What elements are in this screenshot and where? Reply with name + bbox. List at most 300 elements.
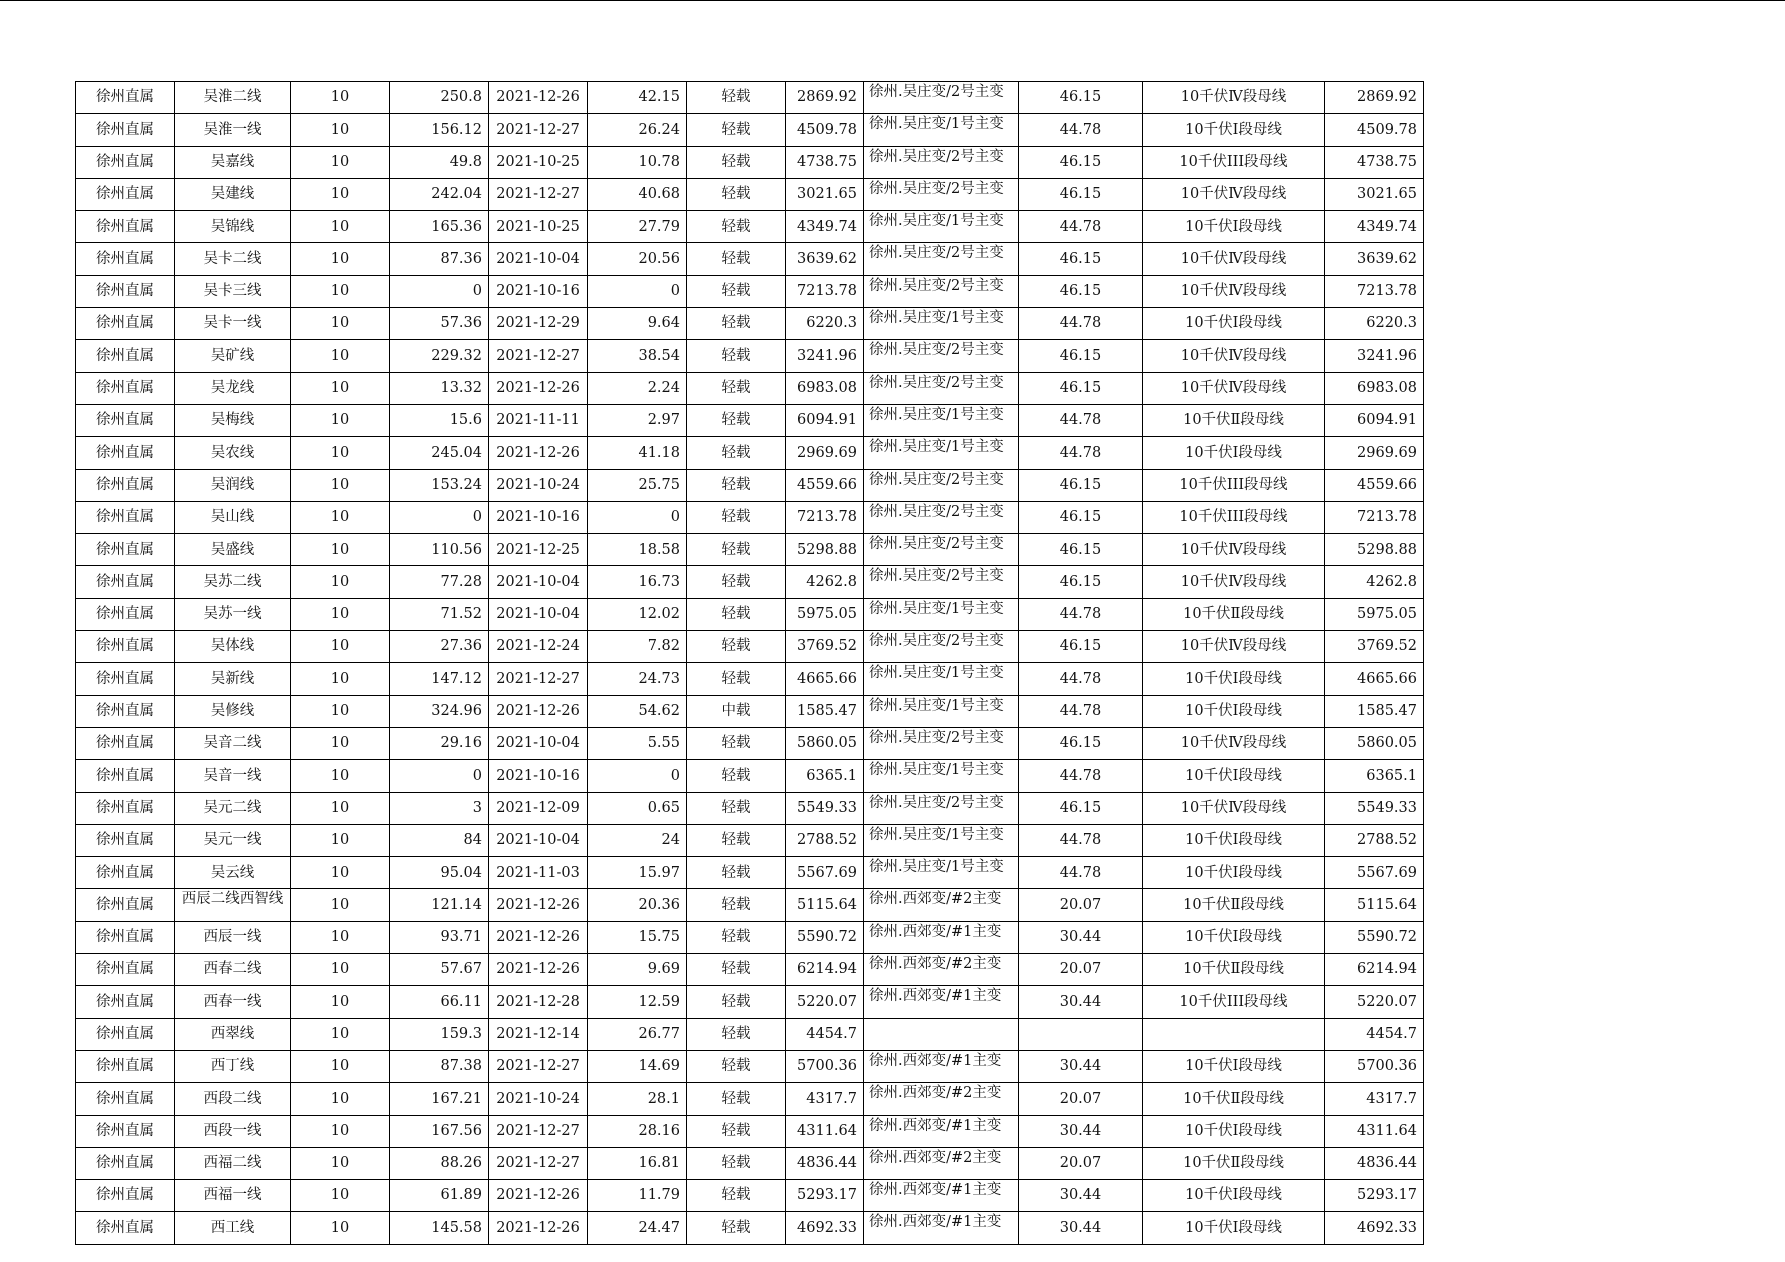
table-row [76, 114, 1424, 146]
org-cell: 徐州直属 [76, 275, 175, 307]
line-name-cell: 吴锦线 [175, 211, 291, 243]
date-cell: 2021-12-27 [489, 1147, 588, 1179]
rate-cell: 0 [588, 760, 687, 792]
margin-cell: 1585.47 [786, 695, 864, 727]
capacity-cell: 4262.8 [1325, 566, 1424, 598]
capacity-cell: 4311.64 [1325, 1115, 1424, 1147]
line-name-cell: 西春二线 [175, 954, 291, 986]
load-cell: 77.28 [390, 566, 489, 598]
org-cell: 徐州直属 [76, 82, 175, 114]
rate-cell: 18.58 [588, 534, 687, 566]
date-cell: 2021-11-11 [489, 404, 588, 436]
date-cell: 2021-10-16 [489, 760, 588, 792]
transformer-cell: 徐州.西郊变/#1主变 [864, 1115, 1019, 1147]
rate-cell: 0 [588, 501, 687, 533]
date-cell: 2021-12-25 [489, 534, 588, 566]
load-cell: 49.8 [390, 146, 489, 178]
busbar-cell: 10千伏Ⅱ段母线 [1143, 404, 1325, 436]
rate-cell: 26.77 [588, 1018, 687, 1050]
transformer-rate-cell: 44.78 [1019, 308, 1143, 340]
transformer-rate-cell: 44.78 [1019, 663, 1143, 695]
status-cell: 轻载 [687, 114, 786, 146]
status-cell: 轻载 [687, 178, 786, 210]
margin-cell: 3639.62 [786, 243, 864, 275]
org-cell: 徐州直属 [76, 824, 175, 856]
page-top-rule [0, 0, 1785, 1]
capacity-cell: 3639.62 [1325, 243, 1424, 275]
voltage-cell: 10 [291, 501, 390, 533]
line-name-cell: 吴云线 [175, 857, 291, 889]
rate-cell: 9.64 [588, 308, 687, 340]
org-cell: 徐州直属 [76, 857, 175, 889]
table-row [76, 1180, 1424, 1212]
table-row [76, 889, 1424, 921]
transformer-cell: 徐州.西郊变/#2主变 [864, 1147, 1019, 1179]
org-cell: 徐州直属 [76, 114, 175, 146]
rate-cell: 20.36 [588, 889, 687, 921]
rate-cell: 16.81 [588, 1147, 687, 1179]
status-cell: 轻载 [687, 760, 786, 792]
load-cell: 3 [390, 792, 489, 824]
transformer-rate-cell: 30.44 [1019, 1050, 1143, 1082]
rate-cell: 26.24 [588, 114, 687, 146]
load-cell: 93.71 [390, 921, 489, 953]
table-row [76, 501, 1424, 533]
org-cell: 徐州直属 [76, 727, 175, 759]
rate-cell: 28.1 [588, 1083, 687, 1115]
transformer-rate-cell: 46.15 [1019, 243, 1143, 275]
capacity-cell: 6094.91 [1325, 404, 1424, 436]
margin-cell: 2869.92 [786, 82, 864, 114]
capacity-cell: 5975.05 [1325, 598, 1424, 630]
load-cell: 57.67 [390, 954, 489, 986]
status-cell: 轻载 [687, 631, 786, 663]
status-cell: 轻载 [687, 308, 786, 340]
rate-cell: 5.55 [588, 727, 687, 759]
capacity-cell: 4836.44 [1325, 1147, 1424, 1179]
date-cell: 2021-10-25 [489, 211, 588, 243]
rate-cell: 2.97 [588, 404, 687, 436]
voltage-cell: 10 [291, 275, 390, 307]
load-cell: 147.12 [390, 663, 489, 695]
busbar-cell: 10千伏Ⅳ段母线 [1143, 631, 1325, 663]
busbar-cell: 10千伏Ⅰ段母线 [1143, 760, 1325, 792]
feeder-load-table [75, 81, 1424, 1245]
rate-cell: 7.82 [588, 631, 687, 663]
line-name-cell: 吴元一线 [175, 824, 291, 856]
org-cell: 徐州直属 [76, 211, 175, 243]
busbar-cell: 10千伏Ⅳ段母线 [1143, 727, 1325, 759]
org-cell: 徐州直属 [76, 178, 175, 210]
voltage-cell: 10 [291, 1050, 390, 1082]
transformer-rate-cell: 46.15 [1019, 501, 1143, 533]
capacity-cell: 3241.96 [1325, 340, 1424, 372]
date-cell: 2021-10-24 [489, 469, 588, 501]
status-cell: 轻载 [687, 501, 786, 533]
table-row [76, 792, 1424, 824]
margin-cell: 7213.78 [786, 501, 864, 533]
transformer-cell [864, 1018, 1019, 1050]
voltage-cell: 10 [291, 146, 390, 178]
date-cell: 2021-12-26 [489, 82, 588, 114]
line-name-cell: 吴嘉线 [175, 146, 291, 178]
status-cell: 轻载 [687, 243, 786, 275]
busbar-cell: 10千伏III段母线 [1143, 986, 1325, 1018]
voltage-cell: 10 [291, 114, 390, 146]
transformer-cell: 徐州.吴庄变/1号主变 [864, 760, 1019, 792]
margin-cell: 3241.96 [786, 340, 864, 372]
status-cell: 轻载 [687, 954, 786, 986]
line-name-cell: 西段二线 [175, 1083, 291, 1115]
rate-cell: 15.97 [588, 857, 687, 889]
date-cell: 2021-12-27 [489, 178, 588, 210]
voltage-cell: 10 [291, 534, 390, 566]
margin-cell: 4509.78 [786, 114, 864, 146]
load-cell: 121.14 [390, 889, 489, 921]
line-name-cell: 西丁线 [175, 1050, 291, 1082]
margin-cell: 6365.1 [786, 760, 864, 792]
line-name-cell: 吴卡三线 [175, 275, 291, 307]
transformer-cell: 徐州.吴庄变/2号主变 [864, 243, 1019, 275]
voltage-cell: 10 [291, 954, 390, 986]
transformer-rate-cell: 30.44 [1019, 986, 1143, 1018]
org-cell: 徐州直属 [76, 1018, 175, 1050]
capacity-cell: 4317.7 [1325, 1083, 1424, 1115]
line-name-cell: 西福一线 [175, 1180, 291, 1212]
voltage-cell: 10 [291, 921, 390, 953]
capacity-cell: 6983.08 [1325, 372, 1424, 404]
status-cell: 轻载 [687, 211, 786, 243]
transformer-cell: 徐州.吴庄变/2号主变 [864, 631, 1019, 663]
busbar-cell: 10千伏Ⅰ段母线 [1143, 824, 1325, 856]
transformer-rate-cell: 44.78 [1019, 824, 1143, 856]
status-cell: 轻载 [687, 727, 786, 759]
capacity-cell: 5549.33 [1325, 792, 1424, 824]
date-cell: 2021-12-27 [489, 114, 588, 146]
date-cell: 2021-10-04 [489, 598, 588, 630]
status-cell: 轻载 [687, 534, 786, 566]
transformer-cell: 徐州.吴庄变/2号主变 [864, 340, 1019, 372]
org-cell: 徐州直属 [76, 954, 175, 986]
status-cell: 轻载 [687, 1212, 786, 1244]
voltage-cell: 10 [291, 243, 390, 275]
line-name-cell: 西工线 [175, 1212, 291, 1244]
rate-cell: 27.79 [588, 211, 687, 243]
margin-cell: 2788.52 [786, 824, 864, 856]
status-cell: 轻载 [687, 469, 786, 501]
transformer-cell: 徐州.吴庄变/1号主变 [864, 598, 1019, 630]
busbar-cell: 10千伏III段母线 [1143, 469, 1325, 501]
status-cell: 轻载 [687, 986, 786, 1018]
line-name-cell: 吴润线 [175, 469, 291, 501]
transformer-cell: 徐州.吴庄变/2号主变 [864, 372, 1019, 404]
date-cell: 2021-12-27 [489, 340, 588, 372]
rate-cell: 12.59 [588, 986, 687, 1018]
capacity-cell: 5115.64 [1325, 889, 1424, 921]
voltage-cell: 10 [291, 824, 390, 856]
transformer-cell: 徐州.吴庄变/2号主变 [864, 82, 1019, 114]
rate-cell: 0.65 [588, 792, 687, 824]
busbar-cell: 10千伏Ⅳ段母线 [1143, 275, 1325, 307]
transformer-cell: 徐州.吴庄变/2号主变 [864, 146, 1019, 178]
org-cell: 徐州直属 [76, 501, 175, 533]
table-row [76, 1147, 1424, 1179]
table-row [76, 1018, 1424, 1050]
date-cell: 2021-12-24 [489, 631, 588, 663]
transformer-cell: 徐州.吴庄变/1号主变 [864, 437, 1019, 469]
table-row [76, 1212, 1424, 1244]
load-cell: 95.04 [390, 857, 489, 889]
transformer-rate-cell: 46.15 [1019, 82, 1143, 114]
rate-cell: 38.54 [588, 340, 687, 372]
line-name-cell: 西辰二线西智线 [175, 889, 291, 921]
org-cell: 徐州直属 [76, 889, 175, 921]
margin-cell: 6094.91 [786, 404, 864, 436]
load-cell: 87.38 [390, 1050, 489, 1082]
table-row [76, 1115, 1424, 1147]
busbar-cell: 10千伏Ⅱ段母线 [1143, 1147, 1325, 1179]
margin-cell: 4559.66 [786, 469, 864, 501]
org-cell: 徐州直属 [76, 308, 175, 340]
voltage-cell: 10 [291, 1180, 390, 1212]
org-cell: 徐州直属 [76, 1180, 175, 1212]
margin-cell: 4311.64 [786, 1115, 864, 1147]
load-cell: 153.24 [390, 469, 489, 501]
date-cell: 2021-11-03 [489, 857, 588, 889]
date-cell: 2021-12-26 [489, 1212, 588, 1244]
transformer-cell: 徐州.吴庄变/2号主变 [864, 792, 1019, 824]
date-cell: 2021-10-16 [489, 275, 588, 307]
date-cell: 2021-12-26 [489, 695, 588, 727]
org-cell: 徐州直属 [76, 921, 175, 953]
line-name-cell: 吴体线 [175, 631, 291, 663]
table-row [76, 598, 1424, 630]
capacity-cell: 6220.3 [1325, 308, 1424, 340]
date-cell: 2021-10-16 [489, 501, 588, 533]
line-name-cell: 吴音一线 [175, 760, 291, 792]
load-cell: 0 [390, 275, 489, 307]
org-cell: 徐州直属 [76, 1212, 175, 1244]
busbar-cell: 10千伏Ⅳ段母线 [1143, 566, 1325, 598]
date-cell: 2021-12-26 [489, 889, 588, 921]
line-name-cell: 吴梅线 [175, 404, 291, 436]
transformer-cell: 徐州.吴庄变/2号主变 [864, 534, 1019, 566]
transformer-rate-cell: 30.44 [1019, 1180, 1143, 1212]
status-cell: 轻载 [687, 889, 786, 921]
busbar-cell: 10千伏Ⅰ段母线 [1143, 437, 1325, 469]
date-cell: 2021-10-24 [489, 1083, 588, 1115]
margin-cell: 5549.33 [786, 792, 864, 824]
line-name-cell: 西春一线 [175, 986, 291, 1018]
org-cell: 徐州直属 [76, 792, 175, 824]
table-row [76, 824, 1424, 856]
voltage-cell: 10 [291, 340, 390, 372]
line-name-cell: 吴农线 [175, 437, 291, 469]
rate-cell: 41.18 [588, 437, 687, 469]
transformer-cell: 徐州.吴庄变/2号主变 [864, 178, 1019, 210]
margin-cell: 4665.66 [786, 663, 864, 695]
rate-cell: 16.73 [588, 566, 687, 598]
voltage-cell: 10 [291, 1212, 390, 1244]
margin-cell: 4738.75 [786, 146, 864, 178]
busbar-cell: 10千伏Ⅳ段母线 [1143, 340, 1325, 372]
transformer-rate-cell: 20.07 [1019, 1083, 1143, 1115]
org-cell: 徐州直属 [76, 243, 175, 275]
table-row [76, 695, 1424, 727]
busbar-cell: 10千伏Ⅰ段母线 [1143, 114, 1325, 146]
date-cell: 2021-10-04 [489, 243, 588, 275]
busbar-cell: 10千伏Ⅳ段母线 [1143, 534, 1325, 566]
status-cell: 轻载 [687, 275, 786, 307]
transformer-cell: 徐州.西郊变/#1主变 [864, 921, 1019, 953]
busbar-cell: 10千伏Ⅰ段母线 [1143, 308, 1325, 340]
busbar-cell: 10千伏Ⅳ段母线 [1143, 178, 1325, 210]
status-cell: 轻载 [687, 1050, 786, 1082]
status-cell: 轻载 [687, 792, 786, 824]
line-name-cell: 西福二线 [175, 1147, 291, 1179]
transformer-rate-cell: 46.15 [1019, 534, 1143, 566]
margin-cell: 7213.78 [786, 275, 864, 307]
busbar-cell: 10千伏Ⅱ段母线 [1143, 1083, 1325, 1115]
busbar-cell: 10千伏Ⅱ段母线 [1143, 889, 1325, 921]
status-cell: 轻载 [687, 566, 786, 598]
transformer-cell: 徐州.吴庄变/1号主变 [864, 695, 1019, 727]
margin-cell: 3769.52 [786, 631, 864, 663]
load-cell: 87.36 [390, 243, 489, 275]
org-cell: 徐州直属 [76, 469, 175, 501]
load-cell: 29.16 [390, 727, 489, 759]
status-cell: 中载 [687, 695, 786, 727]
transformer-cell: 徐州.吴庄变/1号主变 [864, 824, 1019, 856]
load-cell: 13.32 [390, 372, 489, 404]
voltage-cell: 10 [291, 986, 390, 1018]
rate-cell: 54.62 [588, 695, 687, 727]
voltage-cell: 10 [291, 727, 390, 759]
line-name-cell: 吴龙线 [175, 372, 291, 404]
voltage-cell: 10 [291, 437, 390, 469]
voltage-cell: 10 [291, 760, 390, 792]
transformer-rate-cell: 44.78 [1019, 598, 1143, 630]
busbar-cell: 10千伏Ⅰ段母线 [1143, 1180, 1325, 1212]
status-cell: 轻载 [687, 1083, 786, 1115]
margin-cell: 6220.3 [786, 308, 864, 340]
status-cell: 轻载 [687, 404, 786, 436]
margin-cell: 5567.69 [786, 857, 864, 889]
margin-cell: 2969.69 [786, 437, 864, 469]
line-name-cell: 吴淮一线 [175, 114, 291, 146]
transformer-rate-cell: 30.44 [1019, 1115, 1143, 1147]
org-cell: 徐州直属 [76, 404, 175, 436]
org-cell: 徐州直属 [76, 146, 175, 178]
capacity-cell: 7213.78 [1325, 501, 1424, 533]
rate-cell: 10.78 [588, 146, 687, 178]
status-cell: 轻载 [687, 1018, 786, 1050]
voltage-cell: 10 [291, 598, 390, 630]
line-name-cell: 吴矿线 [175, 340, 291, 372]
load-cell: 242.04 [390, 178, 489, 210]
transformer-cell: 徐州.吴庄变/2号主变 [864, 275, 1019, 307]
busbar-cell: 10千伏Ⅳ段母线 [1143, 243, 1325, 275]
margin-cell: 4262.8 [786, 566, 864, 598]
capacity-cell: 5298.88 [1325, 534, 1424, 566]
load-cell: 88.26 [390, 1147, 489, 1179]
status-cell: 轻载 [687, 146, 786, 178]
date-cell: 2021-10-04 [489, 566, 588, 598]
capacity-cell: 5220.07 [1325, 986, 1424, 1018]
voltage-cell: 10 [291, 631, 390, 663]
date-cell: 2021-12-26 [489, 437, 588, 469]
busbar-cell: 10千伏Ⅰ段母线 [1143, 1050, 1325, 1082]
margin-cell: 4836.44 [786, 1147, 864, 1179]
transformer-rate-cell: 30.44 [1019, 1212, 1143, 1244]
status-cell: 轻载 [687, 663, 786, 695]
capacity-cell: 4559.66 [1325, 469, 1424, 501]
rate-cell: 14.69 [588, 1050, 687, 1082]
org-cell: 徐州直属 [76, 437, 175, 469]
table-row [76, 727, 1424, 759]
capacity-cell: 2788.52 [1325, 824, 1424, 856]
capacity-cell: 6365.1 [1325, 760, 1424, 792]
table-row [76, 211, 1424, 243]
date-cell: 2021-12-26 [489, 372, 588, 404]
capacity-cell: 5700.36 [1325, 1050, 1424, 1082]
busbar-cell: 10千伏Ⅰ段母线 [1143, 1115, 1325, 1147]
transformer-rate-cell: 20.07 [1019, 889, 1143, 921]
load-cell: 71.52 [390, 598, 489, 630]
voltage-cell: 10 [291, 1147, 390, 1179]
org-cell: 徐州直属 [76, 372, 175, 404]
transformer-cell: 徐州.西郊变/#2主变 [864, 1083, 1019, 1115]
voltage-cell: 10 [291, 1083, 390, 1115]
load-cell: 250.8 [390, 82, 489, 114]
status-cell: 轻载 [687, 372, 786, 404]
margin-cell: 4454.7 [786, 1018, 864, 1050]
voltage-cell: 10 [291, 469, 390, 501]
transformer-cell: 徐州.吴庄变/2号主变 [864, 566, 1019, 598]
rate-cell: 20.56 [588, 243, 687, 275]
org-cell: 徐州直属 [76, 566, 175, 598]
transformer-rate-cell: 20.07 [1019, 1147, 1143, 1179]
transformer-cell: 徐州.西郊变/#1主变 [864, 986, 1019, 1018]
capacity-cell: 1585.47 [1325, 695, 1424, 727]
line-name-cell: 吴新线 [175, 663, 291, 695]
line-name-cell: 吴音二线 [175, 727, 291, 759]
busbar-cell: 10千伏Ⅳ段母线 [1143, 82, 1325, 114]
status-cell: 轻载 [687, 598, 786, 630]
line-name-cell: 西辰一线 [175, 921, 291, 953]
rate-cell: 42.15 [588, 82, 687, 114]
capacity-cell: 2969.69 [1325, 437, 1424, 469]
table-row [76, 404, 1424, 436]
status-cell: 轻载 [687, 1180, 786, 1212]
org-cell: 徐州直属 [76, 663, 175, 695]
line-name-cell: 西段一线 [175, 1115, 291, 1147]
capacity-cell: 3021.65 [1325, 178, 1424, 210]
capacity-cell: 7213.78 [1325, 275, 1424, 307]
transformer-rate-cell: 46.15 [1019, 340, 1143, 372]
voltage-cell: 10 [291, 857, 390, 889]
line-name-cell: 吴山线 [175, 501, 291, 533]
load-cell: 15.6 [390, 404, 489, 436]
org-cell: 徐州直属 [76, 760, 175, 792]
voltage-cell: 10 [291, 178, 390, 210]
table-row [76, 243, 1424, 275]
margin-cell: 3021.65 [786, 178, 864, 210]
table-row [76, 308, 1424, 340]
table-row [76, 82, 1424, 114]
rate-cell: 0 [588, 275, 687, 307]
transformer-cell: 徐州.吴庄变/1号主变 [864, 114, 1019, 146]
